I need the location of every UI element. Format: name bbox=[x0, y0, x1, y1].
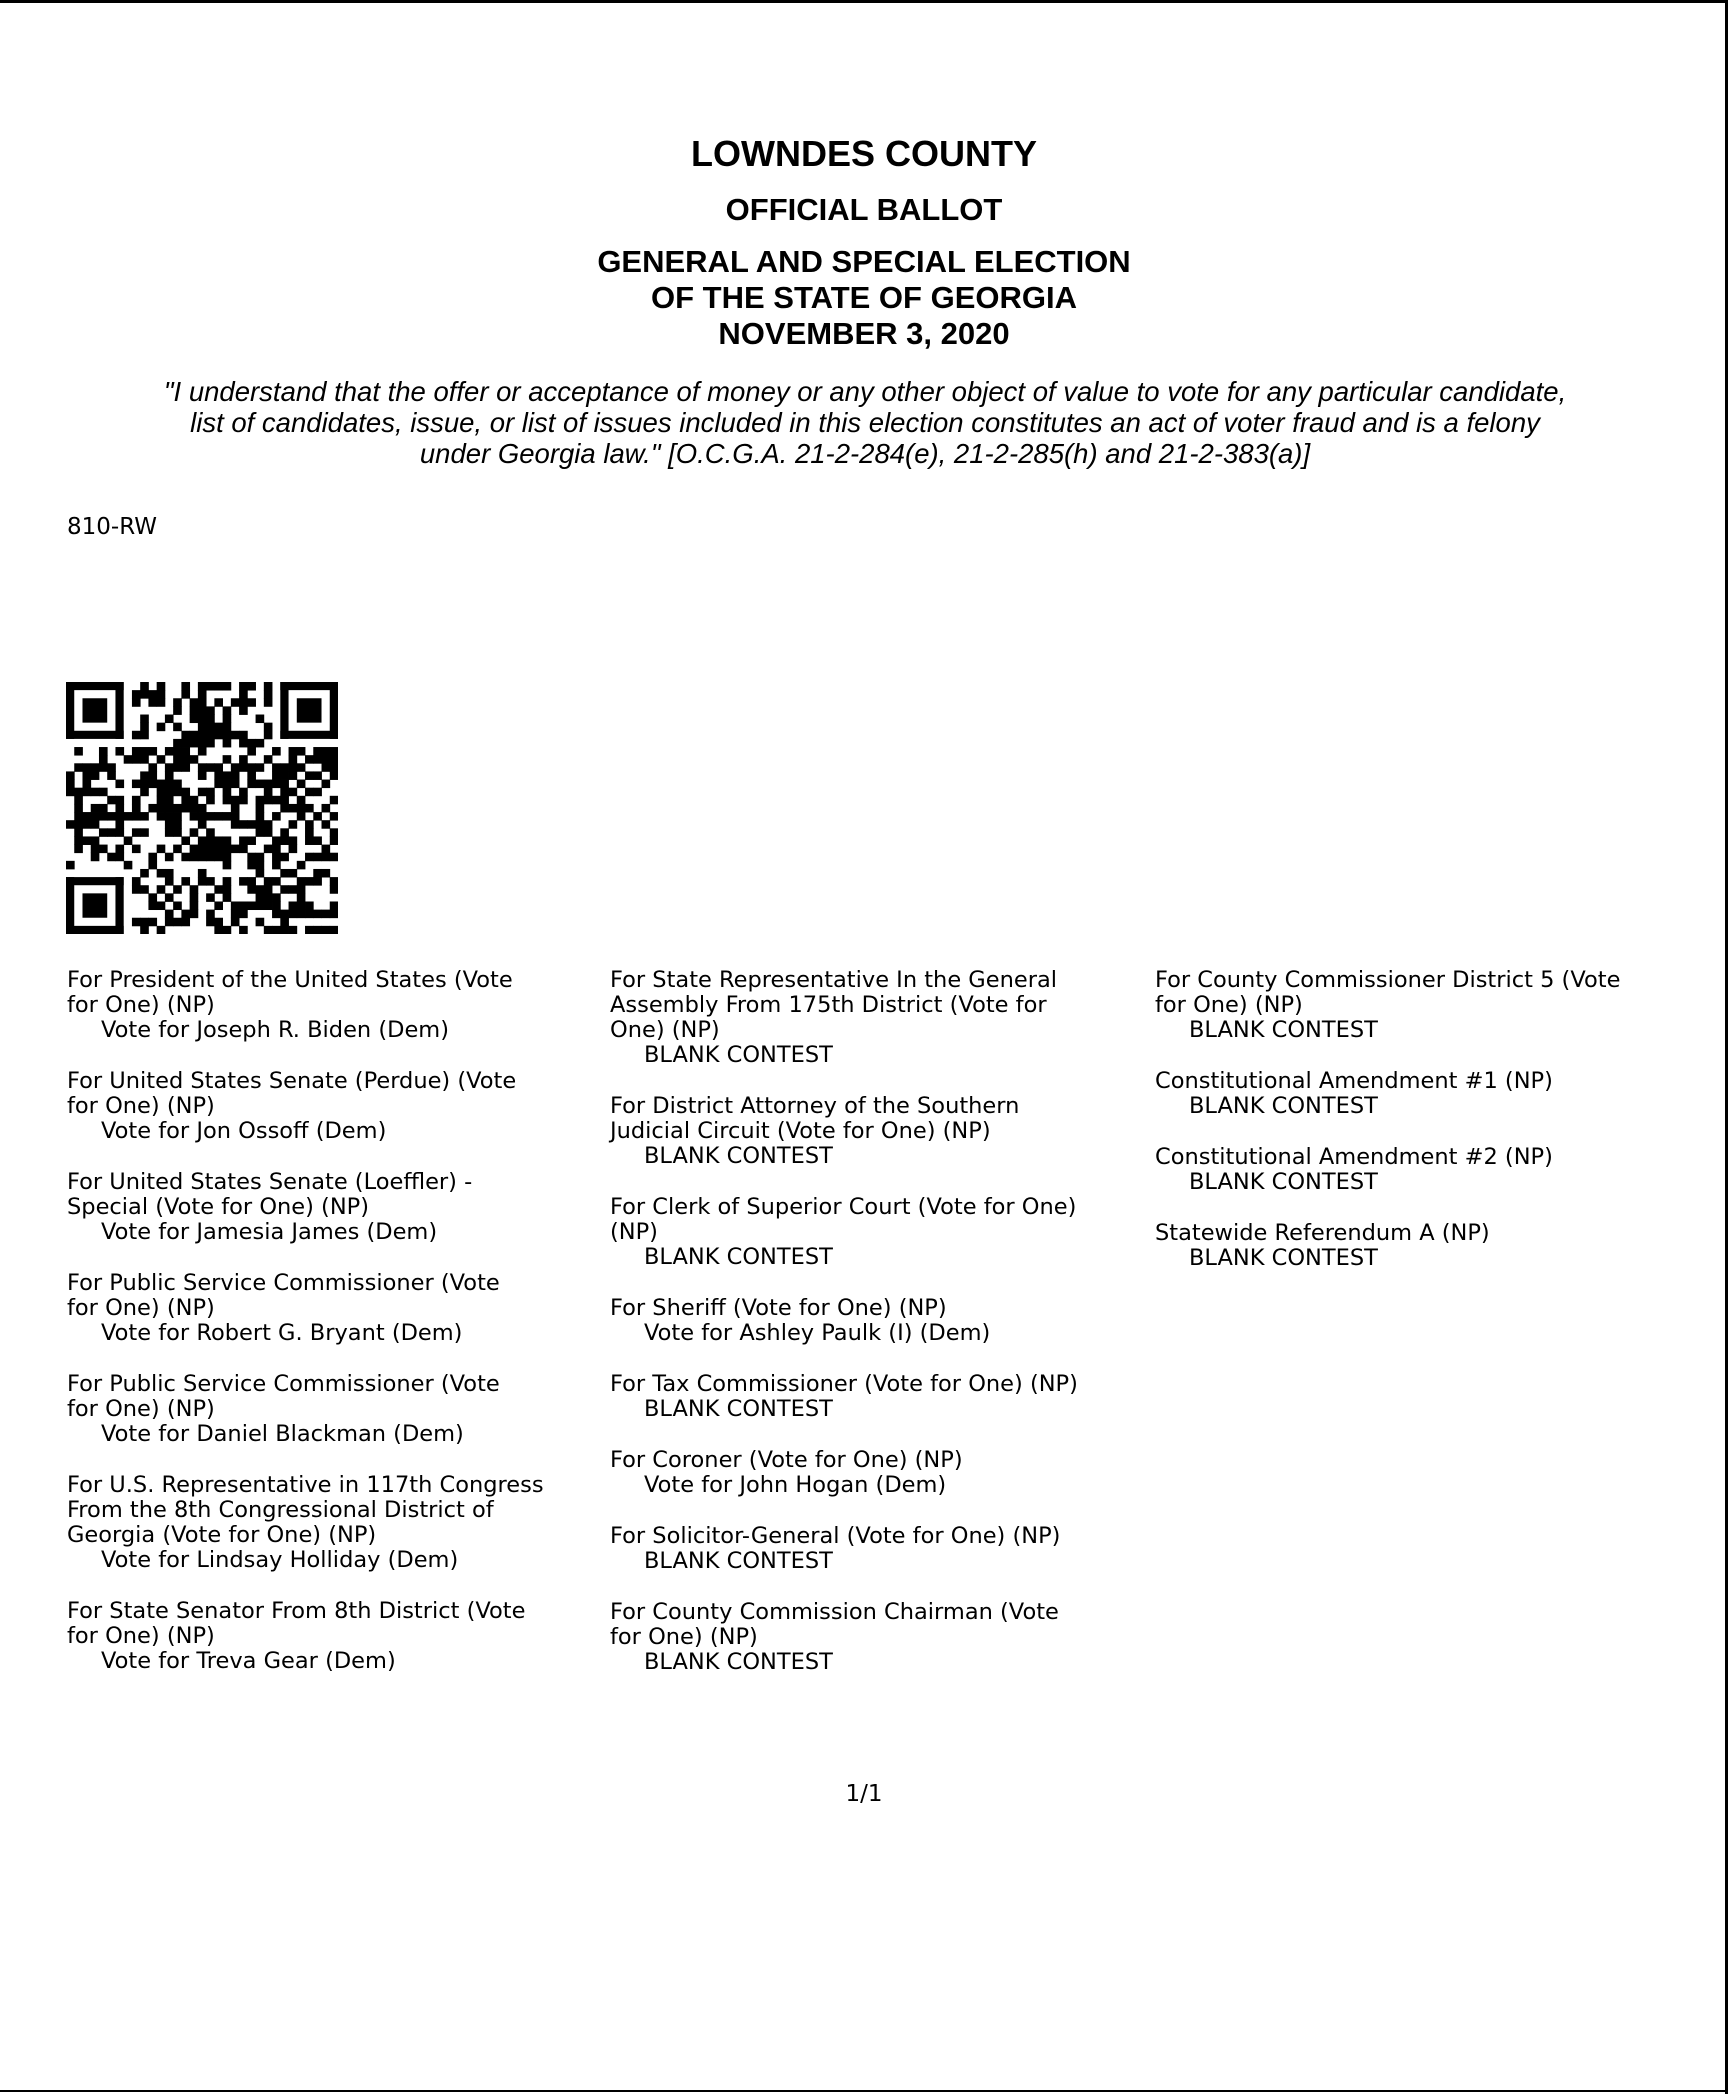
contest-selection: Vote for Ashley Paulk (I) (Dem) bbox=[644, 1320, 991, 1346]
contest-title: For United States Senate (Loeffler) - Special (Vote for One) (NP) bbox=[67, 1169, 473, 1220]
voter-oath-line2: list of candidates, issue, or list of issues included in this election constitutes an act of voter fraud and is a felony bbox=[190, 407, 1540, 438]
contest-title: Constitutional Amendment #2 (NP) bbox=[1155, 1144, 1553, 1170]
contest-title: For President of the United States (Vote for One) (NP) bbox=[67, 967, 513, 1018]
voter-oath bbox=[60, 376, 1670, 469]
contest-column-1 bbox=[67, 968, 607, 1700]
contest-item bbox=[610, 1296, 1155, 1346]
contest-title: For State Senator From 8th District (Vote for One) (NP) bbox=[67, 1598, 526, 1649]
contest-title: For U.S. Representative in 117th Congress From the 8th Congressional District of Georgia (Vote for One) (NP) bbox=[67, 1472, 544, 1548]
voter-oath-line3: under Georgia law." [O.C.G.A. 21-2-284(e), 21-2-285(h) and 21-2-383(a)] bbox=[419, 438, 1311, 469]
contest-item bbox=[1155, 1145, 1725, 1195]
contest-selection: BLANK CONTEST bbox=[644, 1649, 833, 1675]
contest-item bbox=[67, 1372, 607, 1447]
contest-title: Constitutional Amendment #1 (NP) bbox=[1155, 1068, 1553, 1094]
contest-item bbox=[610, 1372, 1155, 1422]
contest-item bbox=[67, 1170, 607, 1245]
contest-title: For Clerk of Superior Court (Vote for One) (NP) bbox=[610, 1194, 1077, 1245]
contest-selection: BLANK CONTEST bbox=[644, 1396, 833, 1422]
election-name-line1: GENERAL AND SPECIAL ELECTION bbox=[597, 244, 1131, 279]
top-border bbox=[0, 0, 1728, 3]
contest-item bbox=[67, 1271, 607, 1346]
contest-selection: Vote for Treva Gear (Dem) bbox=[101, 1648, 396, 1674]
contest-selection: BLANK CONTEST bbox=[644, 1244, 833, 1270]
ballot-type: OFFICIAL BALLOT bbox=[725, 192, 1003, 227]
page-number: 1/1 bbox=[845, 1781, 883, 1807]
contest-selection: Vote for Jon Ossoff (Dem) bbox=[101, 1118, 387, 1144]
county-title: LOWNDES COUNTY bbox=[691, 133, 1037, 174]
contest-item bbox=[610, 1448, 1155, 1498]
contest-title: Statewide Referendum A (NP) bbox=[1155, 1220, 1490, 1246]
contest-item bbox=[1155, 1069, 1725, 1119]
contest-title: For County Commissioner District 5 (Vote for One) (NP) bbox=[1155, 967, 1621, 1018]
contest-title: For Solicitor-General (Vote for One) (NP) bbox=[610, 1523, 1061, 1549]
ballot-style-code: 810-RW bbox=[67, 514, 157, 540]
contest-item bbox=[67, 1069, 607, 1144]
contest-selection: BLANK CONTEST bbox=[1189, 1169, 1378, 1195]
contest-item bbox=[610, 968, 1155, 1068]
contest-title: For Public Service Commissioner (Vote for One) (NP) bbox=[67, 1270, 500, 1321]
ballot-header bbox=[0, 130, 1728, 352]
contest-item bbox=[67, 968, 607, 1043]
contest-selection: BLANK CONTEST bbox=[1189, 1245, 1378, 1271]
contest-selection: BLANK CONTEST bbox=[644, 1548, 833, 1574]
contest-title: For Sheriff (Vote for One) (NP) bbox=[610, 1295, 947, 1321]
contest-selection: Vote for Jamesia James (Dem) bbox=[101, 1219, 438, 1245]
contest-item bbox=[610, 1524, 1155, 1574]
bottom-border bbox=[0, 2090, 1728, 2092]
contest-title: For Tax Commissioner (Vote for One) (NP) bbox=[610, 1371, 1078, 1397]
contest-selection: BLANK CONTEST bbox=[644, 1143, 833, 1169]
contest-title: For United States Senate (Perdue) (Vote for One) (NP) bbox=[67, 1068, 517, 1119]
contest-title: For Coroner (Vote for One) (NP) bbox=[610, 1447, 963, 1473]
contest-selection: Vote for Joseph R. Biden (Dem) bbox=[101, 1017, 449, 1043]
contest-item bbox=[610, 1094, 1155, 1169]
election-date: NOVEMBER 3, 2020 bbox=[718, 316, 1010, 351]
contest-selection: BLANK CONTEST bbox=[644, 1042, 833, 1068]
contest-title: For District Attorney of the Southern Judicial Circuit (Vote for One) (NP) bbox=[610, 1093, 1020, 1144]
contest-selection: Vote for John Hogan (Dem) bbox=[644, 1472, 947, 1498]
contest-column-3 bbox=[1155, 968, 1725, 1297]
contest-selection: Vote for Robert G. Bryant (Dem) bbox=[101, 1320, 463, 1346]
contest-title: For State Representative In the General Assembly From 175th District (Vote for One) (NP) bbox=[610, 967, 1057, 1043]
contest-item bbox=[1155, 968, 1725, 1043]
contest-item bbox=[67, 1599, 607, 1674]
election-name-line2: OF THE STATE OF GEORGIA bbox=[651, 280, 1077, 315]
contest-selection: BLANK CONTEST bbox=[1189, 1093, 1378, 1119]
contest-item bbox=[1155, 1221, 1725, 1271]
contest-item bbox=[610, 1600, 1155, 1675]
contest-selection: Vote for Lindsay Holliday (Dem) bbox=[101, 1547, 459, 1573]
voter-oath-line1: "I understand that the offer or acceptance of money or any other object of value to vote for any particular candidate, bbox=[163, 376, 1567, 407]
contest-selection: BLANK CONTEST bbox=[1189, 1017, 1378, 1043]
qr-code-icon bbox=[66, 682, 338, 934]
contest-selection: Vote for Daniel Blackman (Dem) bbox=[101, 1421, 464, 1447]
contest-title: For County Commission Chairman (Vote for One) (NP) bbox=[610, 1599, 1059, 1650]
contest-column-2 bbox=[610, 968, 1155, 1701]
contest-item bbox=[610, 1195, 1155, 1270]
contest-item bbox=[67, 1473, 607, 1573]
contest-title: For Public Service Commissioner (Vote for One) (NP) bbox=[67, 1371, 500, 1422]
